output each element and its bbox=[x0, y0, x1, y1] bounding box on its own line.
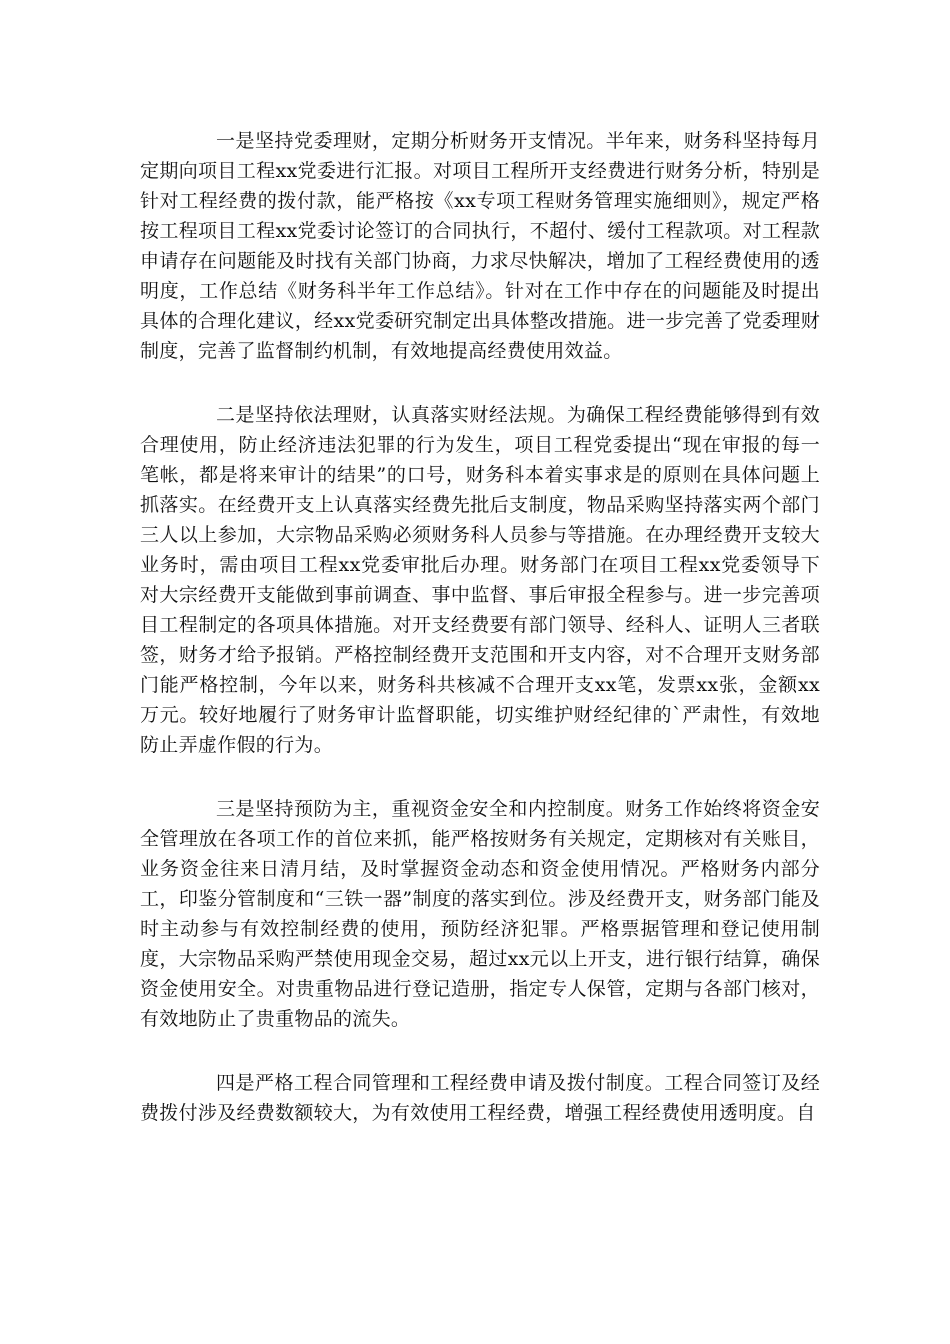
paragraph-2: 二是坚持依法理财，认真落实财经法规。为确保工程经费能够得到有效合理使用，防止经济违法犯罪的行为发生，项目工程党委提出“现在审报的每一笔帐，都是将来审计的结果”的口号，财务科本着实事求是的原则在具体问题上抓落实。在经费开支上认真落实经费先批后支制度，物品采购坚持落实两个部门三人以上参加，大宗物品采购必须财务科人员参与等措施。在办理经费开支较大业务时，需由项目工程xx党委审批后办理。财务部门在项目工程xx党委领导下对大宗经费开支能做到事前调查、事中监督、事后审报全程参与。进一步完善项目工程制定的各项具体措施。对开支经费要有部门领导、经科人、证明人三者联签，财务才给予报销。严格控制经费开支范围和开支内容，对不合理开支财务部门能严格控制，今年以来，财务科共核减不合理开支xx笔，发票xx张，金额xx万元。较好地履行了财务审计监督职能，切实维护财经纪律的`严肃性，有效地防止弄虚作假的行为。 bbox=[140, 404, 820, 756]
paragraph-3: 三是坚持预防为主，重视资金安全和内控制度。财务工作始终将资金安全管理放在各项工作的首位来抓，能严格按财务有关规定，定期核对有关账目，业务资金往来日清月结，及时掌握资金动态和资金使用情况。严格财务内部分工，印鉴分管制度和“三铁一器”制度的落实到位。涉及经费开支，财务部门能及时主动参与有效控制经费的使用，预防经济犯罪。严格票据管理和登记使用制度，大宗物品采购严禁使用现金交易，超过xx元以上开支，进行银行结算，确保资金使用安全。对贵重物品进行登记造册，指定专人保管，定期与各部门核对，有效地防止了贵重物品的流失。 bbox=[140, 798, 820, 1030]
paragraph-1: 一是坚持党委理财，定期分析财务开支情况。半年来，财务科坚持每月定期向项目工程xx党委进行汇报。对项目工程所开支经费进行财务分析，特别是针对工程经费的拨付款，能严格按《xx专项工程财务管理实施细则》，规定严格按工程项目工程xx党委讨论签订的合同执行，不超付、缓付工程款项。对工程款申请存在问题能及时找有关部门协商，力求尽快解决，增加了工程经费使用的透明度，工作总结《财务科半年工作总结》。针对在工作中存在的问题能及时提出具体的合理化建议，经xx党委研究制定出具体整改措施。进一步完善了党委理财制度，完善了监督制约机制，有效地提高经费使用效益。 bbox=[140, 130, 820, 362]
document-body bbox=[140, 126, 820, 1162]
paragraph-4: 四是严格工程合同管理和工程经费申请及拨付制度。工程合同签订及经费拨付涉及经费数额较大，为有效使用工程经费，增强工程经费使用透明度。自 bbox=[140, 1072, 820, 1124]
